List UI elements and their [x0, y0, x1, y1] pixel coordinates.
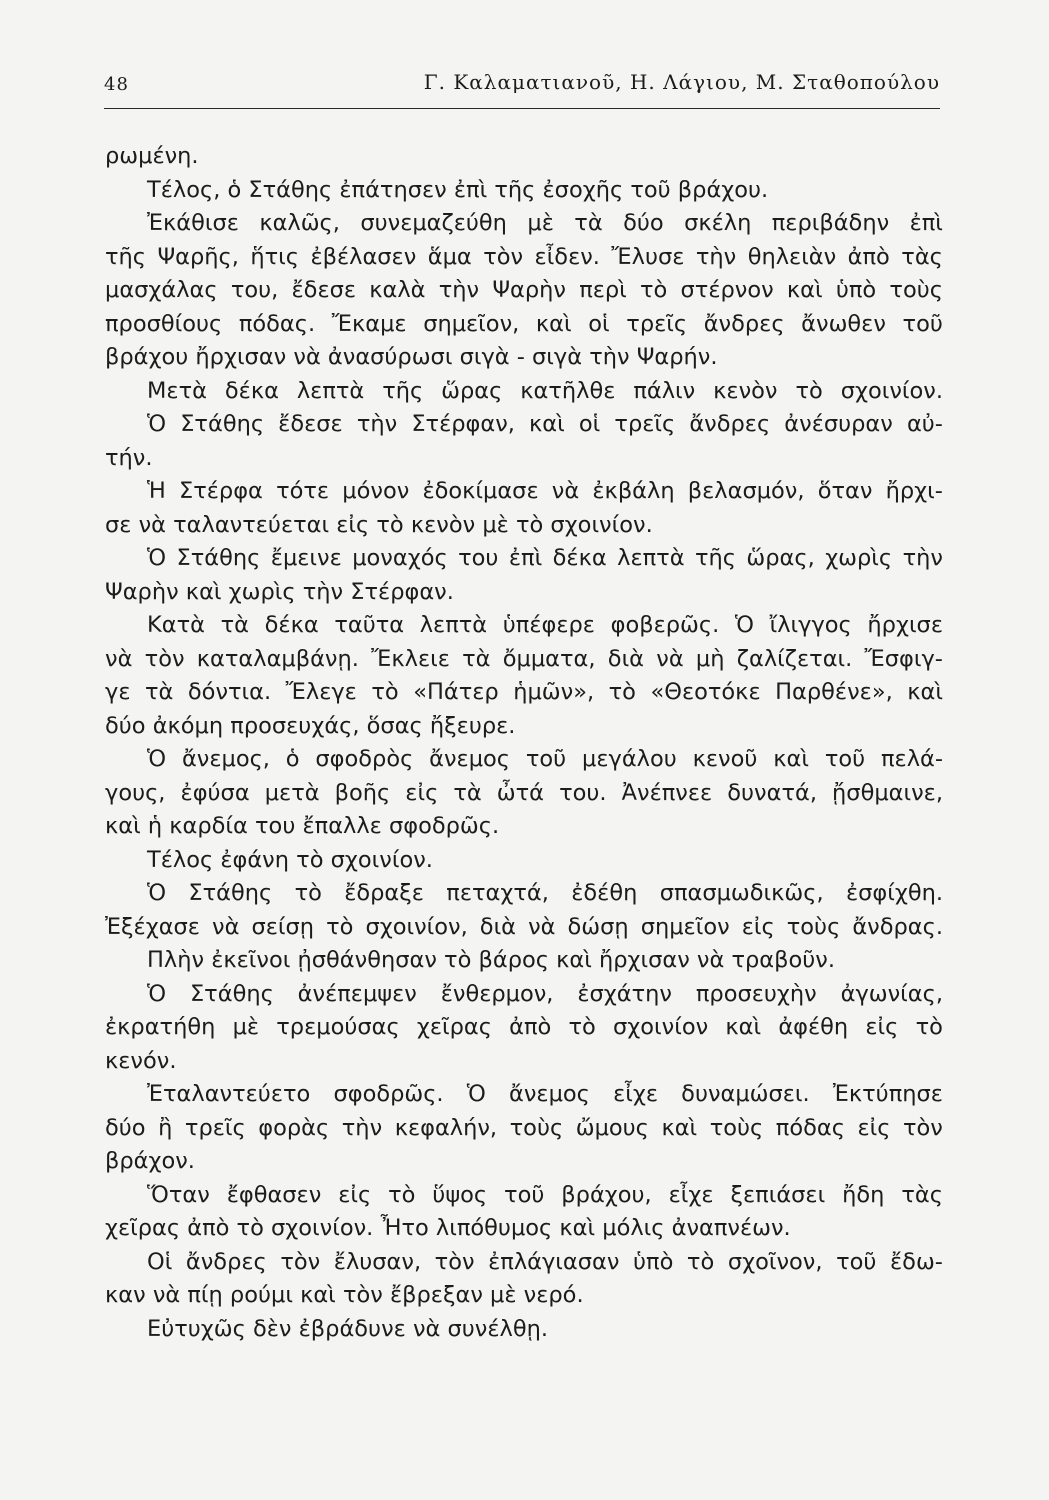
word: ἀνέπεμψεν [297, 980, 417, 1007]
word: λεπτὰ [617, 545, 685, 571]
word: βελασμόν, [687, 478, 805, 504]
word: καλὰ [369, 277, 426, 303]
word: του. [559, 779, 607, 806]
word: τὸ [795, 377, 823, 404]
line-text: βράχον. [105, 1148, 195, 1174]
word: Ἔκλειε [371, 645, 450, 672]
word: ὥρας [441, 377, 503, 404]
text-line [105, 341, 943, 375]
word: τοῦ [902, 310, 943, 337]
word: δόντια. [187, 679, 272, 705]
text-line [105, 408, 943, 442]
word: Ἔλυσε [611, 243, 685, 270]
word: ἔλυσαν, [333, 1248, 422, 1275]
text-line [105, 810, 943, 844]
word: Ψαρὴν [492, 277, 566, 303]
word: τὴν [341, 1114, 383, 1141]
word: Ὅταν [147, 1181, 210, 1208]
word: τὰς [901, 243, 943, 270]
line-text: Εὐτυχῶς δὲν ἐβράδυνε νὰ συνέλθῃ. [147, 1315, 549, 1342]
word: ἡμῶν», [513, 679, 595, 705]
word: τὸ [371, 679, 399, 705]
text-line [105, 241, 943, 275]
word: ὅταν [817, 478, 873, 504]
word: τοὺς [709, 1114, 764, 1141]
word: Ἔσφιγ- [864, 645, 943, 672]
word: ἐπλάγιασαν [488, 1248, 620, 1275]
word: αὐ- [906, 411, 943, 437]
word: τὰ [462, 645, 491, 672]
word: καὶ [535, 310, 572, 337]
word: διὰ [479, 913, 517, 940]
word: τὸ [326, 913, 354, 940]
word: δύο [105, 1114, 146, 1141]
word: Ἐξέχασε [105, 913, 200, 940]
word: νὰ [212, 913, 240, 940]
word: Ὁ [734, 612, 754, 638]
word: τὸ [294, 880, 322, 906]
word: ἄνεμος [429, 746, 511, 772]
word: ἀπὸ [509, 1014, 552, 1040]
word: ἄνωθεν [801, 310, 886, 337]
word: διὰ [607, 645, 645, 672]
header-rule [104, 108, 940, 109]
word: τὸ [608, 679, 636, 705]
word: μοναχός [352, 545, 448, 571]
word: λεπτὰ [419, 612, 488, 638]
word: τὰ [220, 612, 249, 638]
word: Στάθης [188, 880, 273, 906]
word: ὑπὸ [835, 277, 877, 303]
word: καὶ [786, 277, 823, 303]
word: μόνον [342, 478, 410, 504]
text-line [105, 978, 943, 1012]
word: Ὁ [147, 411, 167, 437]
word: εἰς [865, 1014, 899, 1040]
word: τὰ [453, 779, 482, 806]
word: δέκα [552, 545, 607, 571]
word: καὶ [661, 1114, 698, 1141]
line-text: Πλὴν ἐκεῖνοι ᾐσθάνθησαν τὸ βάρος καὶ ἤρχισαν νὰ τραβοῦν. [147, 947, 835, 973]
word: τὸ [915, 1014, 943, 1040]
word: Ἐκάθισε [147, 210, 239, 236]
word: ξεπιάσει [730, 1181, 826, 1208]
line-text: τήν. [105, 444, 153, 471]
word: μασχάλας [105, 277, 218, 303]
text-line [105, 576, 943, 610]
word: ἔνθερμον, [440, 980, 554, 1007]
line-text: κενόν. [105, 1047, 177, 1074]
word: περιβάδην [771, 210, 890, 236]
word: μὴ [695, 645, 725, 672]
word: κενοῦ [692, 746, 758, 772]
word: εἰς [857, 1114, 891, 1141]
word: τῆς [382, 377, 424, 404]
word: τοὺς [889, 277, 943, 303]
text-line [105, 844, 943, 878]
word: Στάθης [180, 411, 265, 437]
text-line [105, 743, 943, 777]
line-text: καὶ ἡ καρδία του ἔπαλλε σφοδρῶς. [105, 813, 500, 839]
text-line [105, 442, 943, 476]
word: σχοινίον, [365, 913, 468, 940]
word: τρεῖς [184, 1114, 246, 1141]
word: ἄνεμος [509, 1081, 590, 1107]
word: Κατὰ [147, 612, 205, 638]
word: χωρὶς [825, 545, 893, 571]
text-line [105, 609, 943, 643]
word: ἀφέθη [778, 1014, 849, 1040]
text-line [105, 1279, 943, 1313]
word: Στάθης [176, 545, 261, 571]
word: Ὁ [147, 746, 167, 772]
text-line [105, 1246, 943, 1280]
text-line [105, 1078, 943, 1112]
word: ἤρχισε [867, 612, 943, 638]
word: ἐσχάτην [577, 980, 672, 1007]
line-text: ρωμένη. [105, 143, 199, 169]
word: τοῦ [836, 1248, 877, 1275]
text-line [105, 1112, 943, 1146]
word: τοὺς [786, 913, 841, 940]
word: Μετὰ [147, 377, 207, 404]
page-number: 48 [104, 74, 129, 95]
text-line [105, 375, 943, 409]
word: τὸν [280, 1248, 321, 1275]
word: Στάθης [189, 980, 274, 1007]
text-line [105, 207, 943, 241]
word: τοὺς [509, 1114, 564, 1141]
word: φορὰς [258, 1114, 330, 1141]
word: Ἀνέπνεε [621, 779, 713, 806]
word: ὑπὸ [633, 1248, 674, 1275]
line-text: Ψαρὴν καὶ χωρὶς τὴν Στέρφαν. [105, 578, 454, 605]
line-text: βράχου ἤρχισαν νὰ ἀνασύρωσι σιγὰ - σιγὰ τὴν Ψαρήν. [105, 344, 718, 370]
word: «Θεοτόκε [650, 679, 761, 705]
word: ὑπέφερε [502, 612, 595, 638]
word: δυνατά, [727, 779, 817, 806]
word: Ἡ [147, 478, 166, 504]
word: δώσῃ [567, 913, 629, 940]
word: τὸ [388, 1181, 416, 1208]
running-head: Γ. Καλαματιανοῦ, Η. Λάγιου, Μ. Σταθοπούλου [423, 70, 940, 94]
word: νὰ [551, 478, 580, 504]
word: στέρνον [680, 277, 774, 303]
text-line [105, 1011, 943, 1045]
word: τὸν [434, 1248, 475, 1275]
word: ἄνδρας. [852, 913, 943, 940]
word: καλῶς, [259, 210, 340, 236]
word: ὥρας, [746, 545, 815, 571]
word: Οἱ [147, 1248, 173, 1275]
text-line [105, 676, 943, 710]
word: καταλαμβάνῃ. [196, 645, 359, 672]
word: Στέρφαν, [411, 411, 515, 437]
body-text [105, 140, 943, 1346]
text-line [105, 308, 943, 342]
word: καὶ [529, 411, 565, 437]
word: ὁ [285, 746, 300, 772]
line-text: Τέλος, ὁ Στάθης ἐπάτησεν ἐπὶ τῆς ἐσοχῆς τοῦ βράχου. [147, 176, 769, 203]
word: ἐπὶ [508, 545, 543, 571]
word: ἐκρατήθη [105, 1014, 216, 1040]
word: σημεῖον, [423, 310, 520, 337]
text-line [105, 777, 943, 811]
word: τῆς [694, 545, 736, 571]
text-line [105, 1212, 943, 1246]
word: τὴν [695, 243, 737, 270]
word: οἱ [588, 310, 610, 337]
word: Στέρφα [179, 478, 263, 504]
word: τὸν [903, 1114, 943, 1141]
word: οἱ [578, 411, 601, 437]
word: περὶ [579, 277, 627, 303]
page-header [104, 66, 940, 102]
word: τὸν [144, 645, 185, 672]
text-line [105, 542, 943, 576]
text-line [105, 1179, 943, 1213]
text-line [105, 1313, 943, 1347]
word: τότε [276, 478, 330, 504]
word: ᾔσθμαινε, [832, 779, 943, 806]
word: πελά- [881, 746, 943, 772]
text-line [105, 944, 943, 978]
word: ἄνδρες [703, 310, 785, 337]
word: κενὸν [713, 377, 778, 404]
word: του, [230, 277, 279, 303]
word: τῆς [105, 243, 147, 270]
word: θηλειὰν [747, 243, 837, 270]
line-text: καν νὰ πίῃ ρούμι καὶ τὸν ἔβρεξαν μὲ νερό. [105, 1282, 584, 1308]
word: ὤμους [575, 1114, 649, 1141]
word: συνεμαζεύθη [360, 210, 507, 236]
word: πάλιν [633, 377, 696, 404]
line-text: Τέλος ἐφάνη τὸ σχοινίον. [147, 846, 433, 873]
word: Ἐκτύπησε [832, 1081, 943, 1107]
word: εἰς [741, 913, 775, 940]
word: βοῆς [334, 779, 391, 806]
word: Ὁ [147, 880, 167, 906]
word: ἥτις [250, 243, 300, 270]
word: τὸ [568, 1014, 596, 1040]
word: τὸ [640, 277, 668, 303]
word: μετὰ [264, 779, 320, 806]
text-line [105, 140, 943, 174]
word: τὰ [145, 679, 174, 705]
word: Ἐταλαντεύετο [147, 1081, 311, 1107]
word: τὴν [902, 545, 943, 571]
word: ἤρχι- [885, 478, 943, 504]
word: ἐπὶ [909, 210, 943, 236]
word: ἐδέθη [571, 880, 638, 906]
word: «Πάτερ [413, 679, 499, 705]
word: ἤδη [842, 1181, 885, 1208]
word: εἶδεν. [534, 243, 600, 270]
word: καὶ [725, 1014, 762, 1040]
word: σπασμωδικῶς, [659, 880, 824, 906]
word: προσευχὴν [695, 980, 817, 1007]
word: ἐφύσα [180, 779, 250, 806]
word: Παρθένε», [775, 679, 893, 705]
word: Ὁ [147, 980, 167, 1007]
word: ἐβέλασεν [310, 243, 417, 270]
word: χεῖρας [416, 1014, 492, 1040]
word: τὰ [574, 210, 603, 236]
word: εἶχε [668, 1181, 714, 1208]
line-text: δύο ἀκόμη προσευχάς, ὅσας ἤξευρε. [105, 712, 516, 739]
word: ἴλιγγος [769, 612, 852, 638]
word: ἢ [158, 1114, 173, 1141]
text-line [105, 877, 943, 911]
word: πεταχτά, [446, 880, 549, 906]
word: νὰ [105, 645, 133, 672]
text-line [105, 475, 943, 509]
word: ἐδοκίμασε [422, 478, 539, 504]
text-line [105, 710, 943, 744]
word: κατῆλθε [520, 377, 616, 404]
word: δέκα [264, 612, 319, 638]
word: βράχου, [561, 1181, 652, 1208]
word: πόδας [775, 1114, 845, 1141]
word: δυναμώσει. [681, 1081, 810, 1107]
word: Ὁ [466, 1081, 486, 1107]
word: σχοινίον. [840, 377, 943, 404]
word: Ἔκαμε [331, 310, 407, 337]
word: ταῦτα [334, 612, 405, 638]
word: Ὁ [147, 545, 167, 571]
word: ἐκβάλη [592, 478, 675, 504]
word: ἔδεσε [291, 277, 357, 303]
word: τὴν [356, 411, 398, 437]
word: ἐσφίχθη. [845, 880, 943, 906]
word: καὶ [773, 746, 809, 772]
word: γους, [105, 779, 166, 806]
text-line [105, 174, 943, 208]
word: μὲ [232, 1014, 260, 1040]
word: τρεμούσας [276, 1014, 400, 1040]
word: γε [105, 679, 131, 705]
word: Ἔλεγε [285, 679, 357, 705]
word: σφοδρῶς. [333, 1081, 444, 1107]
word: ἄνεμος, [181, 746, 270, 772]
text-line [105, 274, 943, 308]
word: Ψαρῆς, [157, 243, 239, 270]
word: ὦτά [496, 779, 545, 806]
word: ἔδω- [890, 1248, 943, 1275]
word: εἰς [405, 779, 439, 806]
line-text: σε νὰ ταλαντεύεται εἰς τὸ κενὸν μὲ τὸ σχοινίον. [105, 511, 653, 538]
word: κεφαλήν, [394, 1114, 498, 1141]
word: τὰς [901, 1181, 943, 1208]
text-line [105, 643, 943, 677]
word: ζαλίζεται. [736, 645, 853, 672]
word: του [458, 545, 499, 571]
word: σείσῃ [251, 913, 315, 940]
word: ἀγωνίας, [840, 980, 943, 1007]
word: λεπτὰ [296, 377, 365, 404]
word: σχοινίον [613, 1014, 709, 1040]
word: σκέλη [684, 210, 752, 236]
word: μεγάλου [582, 746, 677, 772]
text-line [105, 509, 943, 543]
word: τρεῖς [626, 310, 688, 337]
word: τὸν [483, 243, 524, 270]
word: ἔδραξε [344, 880, 424, 906]
word: ἅμα [427, 243, 472, 270]
word: ὕψος [432, 1181, 488, 1208]
word: νὰ [528, 913, 556, 940]
word: σφοδρὸς [315, 746, 414, 772]
word: δύο [623, 210, 664, 236]
word: μὲ [527, 210, 554, 236]
word: εἶχε [613, 1081, 658, 1107]
word: πόδας. [238, 310, 316, 337]
word: τοῦ [525, 746, 567, 772]
word: ἀπὸ [847, 243, 890, 270]
word: τὴν [438, 277, 480, 303]
word: ὄμματα, [502, 645, 596, 672]
word: ἔδεσε [278, 411, 343, 437]
word: εἰς [338, 1181, 372, 1208]
word: τὸ [686, 1248, 715, 1275]
word: ἀνέσυραν [784, 411, 893, 437]
word: ἄνδρες [185, 1248, 267, 1275]
word: δέκα [224, 377, 279, 404]
word: σημεῖον [640, 913, 730, 940]
text-line [105, 911, 943, 945]
word: προσθίους [105, 310, 223, 337]
word: τοῦ [504, 1181, 545, 1208]
word: τοῦ [824, 746, 866, 772]
text-line [105, 1145, 943, 1179]
word: σχοῖνον, [727, 1248, 823, 1275]
word: ἔμεινε [270, 545, 342, 571]
line-text: χεῖρας ἀπὸ τὸ σχοινίον. Ἦτο λιπόθυμος καὶ μόλις ἀναπνέων. [105, 1215, 791, 1241]
word: ἔφθασεν [226, 1181, 322, 1208]
word: καὶ [907, 679, 943, 705]
text-line [105, 1045, 943, 1079]
word: τρεῖς [614, 411, 676, 437]
word: ἄνδρες [689, 411, 771, 437]
word: φοβερῶς. [610, 612, 720, 638]
word: νὰ [656, 645, 684, 672]
